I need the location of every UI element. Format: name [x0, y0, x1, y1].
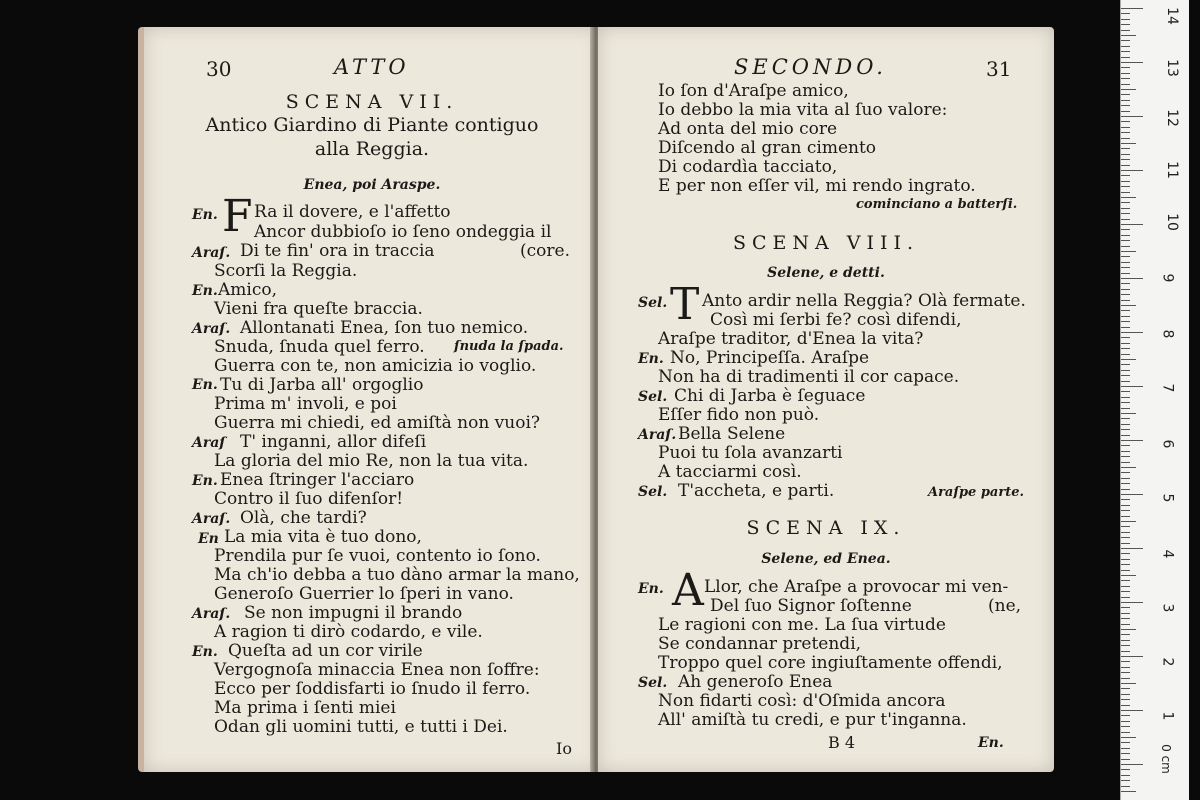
ruler-number: 12	[1163, 109, 1180, 127]
ruler-tick	[1121, 202, 1130, 203]
verse-line: E per non eſſer vil, mi rendo ingrato.	[658, 176, 976, 196]
verse-line: Troppo quel core ingiuſtamente offendi,	[658, 653, 1003, 673]
ruler-tick	[1121, 19, 1130, 20]
ruler-tick	[1121, 472, 1130, 473]
ruler-tick	[1121, 229, 1130, 230]
ruler-tick	[1121, 208, 1130, 209]
verse-line: Di te fin' ora in traccia	[240, 241, 435, 261]
ruler-tick	[1121, 321, 1130, 322]
verse-line: Ah generoſo Enea	[678, 672, 833, 692]
ruler-tick	[1121, 769, 1130, 770]
verse-line: Del ſuo Signor ſoſtenne	[710, 596, 912, 616]
speaker-label: Araſ	[192, 435, 226, 451]
ruler-tick	[1121, 537, 1130, 538]
ruler-tick	[1121, 710, 1143, 711]
ruler-tick	[1121, 607, 1130, 608]
speaker-label: En.	[192, 473, 218, 489]
verse-line: Diſcendo al gran cimento	[658, 138, 877, 158]
speaker-label: Sel.	[638, 389, 668, 405]
verse-line: La gloria del mio Re, non la tua vita.	[214, 451, 529, 471]
scene-characters: Selene, e detti.	[767, 265, 885, 281]
ruler-tick	[1121, 170, 1143, 171]
speaker-label: Araſ.	[192, 606, 231, 622]
ruler-tick	[1121, 251, 1136, 252]
ruler-tick	[1121, 688, 1130, 689]
ruler-tick	[1121, 332, 1143, 333]
ruler-tick	[1121, 564, 1130, 565]
ruler-tick	[1121, 294, 1130, 295]
ruler-tick	[1121, 418, 1130, 419]
speaker-label: En.	[638, 581, 664, 597]
ruler-tick	[1121, 559, 1130, 560]
ruler-tick	[1121, 456, 1130, 457]
ruler-number: 13	[1163, 59, 1180, 77]
ruler-tick	[1121, 408, 1130, 409]
drop-cap: A	[672, 565, 704, 616]
ruler-tick	[1121, 337, 1130, 338]
catchword: Io	[556, 739, 572, 758]
ruler-number: 5	[1159, 493, 1176, 503]
stage-direction: cominciano a batterſi.	[856, 197, 1018, 212]
ruler-tick	[1121, 267, 1130, 268]
ruler-number: 1	[1159, 711, 1176, 721]
ruler-tick	[1121, 451, 1130, 452]
ruler-tick	[1121, 629, 1136, 630]
verse-line: Queſta ad un cor virile	[228, 641, 423, 661]
ruler-tick	[1121, 732, 1130, 733]
ruler-tick	[1121, 753, 1130, 754]
ruler-tick	[1121, 645, 1130, 646]
speaker-label: Sel.	[638, 295, 668, 311]
verse-line: Ra il dovere, e l'affetto	[254, 202, 451, 222]
running-header: SECONDO.	[734, 55, 887, 79]
ruler-tick	[1121, 186, 1130, 187]
ruler-tick	[1121, 532, 1130, 533]
ruler-tick	[1121, 694, 1130, 695]
ruler-tick	[1121, 715, 1130, 716]
scene-title: SCENA IX.	[746, 517, 906, 539]
speaker-label: Sel.	[638, 675, 668, 691]
catchword: En.	[978, 735, 1004, 751]
ruler-tick	[1121, 397, 1130, 398]
ruler-tick	[1121, 759, 1130, 760]
verse-line: Tu di Jarba all' orgoglio	[220, 375, 424, 395]
ruler-tick	[1121, 359, 1136, 360]
scene-characters: Selene, ed Enea.	[761, 551, 891, 567]
verse-line: Non ha di tradimenti il cor capace.	[658, 367, 960, 387]
right-page	[598, 27, 1054, 772]
ruler-tick	[1121, 240, 1130, 241]
verse-line: (ne,	[988, 596, 1022, 616]
ruler-tick	[1121, 429, 1130, 430]
verse-line: Vieni fra queſte braccia.	[214, 299, 423, 319]
ruler-tick	[1121, 121, 1130, 122]
ruler-tick	[1121, 634, 1130, 635]
ruler-tick	[1121, 548, 1143, 549]
ruler-unit-label: 0 cm	[1158, 744, 1173, 774]
verse-line: Odan gli uomini tutti, e tutti i Dei.	[214, 717, 508, 737]
ruler-tick	[1121, 343, 1130, 344]
ruler-tick	[1121, 570, 1130, 571]
left-page	[138, 27, 600, 772]
ruler-tick	[1121, 375, 1130, 376]
ruler-tick	[1121, 235, 1130, 236]
ruler-tick	[1121, 78, 1130, 79]
verse-line: (core.	[520, 241, 570, 261]
ruler-tick	[1121, 597, 1130, 598]
speaker-label: Araſ.	[192, 245, 231, 261]
verse-line: Io ſon d'Araſpe amico,	[658, 81, 849, 101]
speaker-label: En.	[192, 377, 218, 393]
ruler-tick	[1121, 316, 1130, 317]
ruler-tick	[1121, 786, 1130, 787]
ruler-tick	[1121, 283, 1130, 284]
verse-line: Ad onta del mio core	[658, 119, 838, 139]
ruler-tick	[1121, 154, 1130, 155]
speaker-label: En	[198, 531, 219, 547]
page-number: 30	[206, 57, 232, 81]
verse-line: Scorſi la Reggia.	[214, 261, 358, 281]
verse-line: No, Principeſſa. Araſpe	[670, 348, 870, 368]
scene-characters: Enea, poi Araspe.	[303, 177, 441, 193]
ruler-tick	[1121, 105, 1130, 106]
ruler-tick	[1121, 148, 1130, 149]
verse-line: Guerra mi chiedi, ed amiſtà non vuoi?	[214, 413, 541, 433]
verse-line: Vergognoſa minaccia Enea non ſoffre:	[214, 660, 540, 680]
ruler-tick	[1121, 273, 1130, 274]
ruler-tick	[1121, 742, 1130, 743]
ruler-tick	[1121, 499, 1130, 500]
ruler-tick	[1121, 73, 1130, 74]
ruler-tick	[1121, 586, 1130, 587]
ruler-number: 7	[1159, 383, 1176, 393]
verse-line: Puoi tu ſola avanzarti	[658, 443, 843, 463]
verse-line: Se condannar pretendi,	[658, 634, 862, 654]
verse-line: Chi di Jarba è ſeguace	[674, 386, 866, 406]
stage-direction: Araſpe parte.	[928, 485, 1025, 500]
verse-line: Amico,	[218, 280, 277, 300]
page-number: 31	[986, 57, 1012, 81]
verse-line: Le ragioni con me. La ſua virtude	[658, 615, 946, 635]
ruler-tick	[1121, 445, 1130, 446]
ruler-tick	[1121, 726, 1130, 727]
ruler-tick	[1121, 175, 1130, 176]
verse-line: Llor, che Araſpe a provocar mi ven-	[704, 577, 1009, 597]
verse-line: All' amiſtà tu credi, e pur t'inganna.	[658, 710, 967, 730]
ruler-tick	[1121, 364, 1130, 365]
ruler-tick	[1121, 613, 1130, 614]
ruler-tick	[1121, 310, 1130, 311]
ruler-tick	[1121, 192, 1130, 193]
speaker-label: En.	[192, 283, 218, 299]
ruler-tick	[1121, 672, 1130, 673]
ruler-tick	[1121, 667, 1130, 668]
ruler-number: 14	[1163, 7, 1180, 25]
ruler-tick	[1121, 661, 1130, 662]
verse-line: Araſpe traditor, d'Enea la vita?	[658, 329, 924, 349]
verse-line: Contro il ſuo difenſor!	[214, 489, 404, 509]
speaker-label: En.	[192, 644, 218, 660]
ruler-tick	[1121, 640, 1130, 641]
verse-line: Ma ch'io debba a tuo dàno armar la mano,	[214, 565, 580, 585]
ruler-tick	[1121, 224, 1143, 225]
ruler-tick	[1121, 580, 1130, 581]
verse-line: Bella Selene	[678, 424, 786, 444]
verse-line: T'accheta, e parti.	[678, 481, 835, 501]
ruler-tick	[1121, 678, 1130, 679]
ruler-tick	[1121, 526, 1130, 527]
scene-title: SCENA VIII.	[732, 232, 920, 254]
ruler-tick	[1121, 8, 1143, 9]
ruler-tick	[1121, 94, 1130, 95]
ruler-tick	[1121, 510, 1130, 511]
ruler-tick	[1121, 553, 1130, 554]
ruler-tick	[1121, 780, 1130, 781]
ruler-tick	[1121, 602, 1143, 603]
ruler-tick	[1121, 575, 1136, 576]
verse-line: Allontanati Enea, ſon tuo nemico.	[240, 318, 529, 338]
signature-mark: B 4	[828, 733, 856, 752]
ruler-tick	[1121, 748, 1130, 749]
ruler-tick	[1121, 116, 1143, 117]
ruler-tick	[1121, 213, 1130, 214]
ruler-number: 9	[1159, 273, 1176, 283]
ruler-tick	[1121, 494, 1143, 495]
ruler-tick	[1121, 289, 1130, 290]
ruler-tick	[1121, 440, 1143, 441]
ruler-tick	[1121, 24, 1130, 25]
ruler-tick	[1121, 462, 1130, 463]
ruler-tick	[1121, 699, 1130, 700]
running-header: ATTO	[334, 55, 410, 79]
open-book	[138, 27, 1054, 772]
ruler-tick	[1121, 165, 1130, 166]
ruler-tick	[1121, 57, 1130, 58]
ruler-tick	[1121, 516, 1130, 517]
ruler-tick	[1121, 67, 1130, 68]
ruler-tick	[1121, 30, 1130, 31]
verse-line: Prima m' involi, e poi	[214, 394, 397, 414]
verse-line: Eſſer fido non può.	[658, 405, 820, 425]
verse-line: Non fidarti così: d'Oſmida ancora	[658, 691, 946, 711]
ruler-tick	[1121, 219, 1130, 220]
ruler-tick	[1121, 256, 1130, 257]
ruler-number: 8	[1159, 329, 1176, 339]
ruler-tick	[1121, 618, 1130, 619]
ruler-tick	[1121, 132, 1130, 133]
drop-cap: T	[670, 279, 700, 330]
scene-title: SCENA VII.	[285, 91, 459, 113]
ruler-tick	[1121, 737, 1136, 738]
speaker-label: Araſ.	[638, 427, 677, 443]
ruler-tick	[1121, 138, 1130, 139]
ruler-tick	[1121, 402, 1130, 403]
ruler-tick	[1121, 13, 1130, 14]
ruler-number: 4	[1159, 549, 1176, 559]
ruler-tick	[1121, 62, 1143, 63]
ruler-tick	[1121, 305, 1136, 306]
verse-line: Così mi ſerbi fe? così difendi,	[710, 310, 962, 330]
ruler-tick	[1121, 489, 1130, 490]
verse-line: Anto ardir nella Reggia? Olà fermate.	[702, 291, 1026, 311]
ruler-tick	[1121, 683, 1136, 684]
ruler-tick	[1121, 478, 1130, 479]
stage-direction: ſnuda la ſpada.	[454, 339, 564, 354]
measurement-ruler	[1120, 0, 1189, 800]
ruler-tick	[1121, 386, 1143, 387]
ruler-tick	[1121, 483, 1130, 484]
verse-line: Ancor dubbioſo io ſeno ondeggia il	[254, 222, 552, 242]
verse-line: Ecco per ſoddisfarti io ſnudo il ferro.	[214, 679, 531, 699]
ruler-tick	[1121, 278, 1143, 279]
ruler-tick	[1121, 435, 1130, 436]
ruler-tick	[1121, 89, 1136, 90]
ruler-tick	[1121, 656, 1143, 657]
ruler-tick	[1121, 300, 1130, 301]
ruler-tick	[1121, 424, 1130, 425]
ruler-tick	[1121, 246, 1130, 247]
speaker-label: Sel.	[638, 484, 668, 500]
ruler-tick	[1121, 354, 1130, 355]
verse-line: Prendila pur ſe vuoi, contento io ſono.	[214, 546, 541, 566]
verse-line: Enea ſtringer l'acciaro	[220, 470, 415, 490]
drop-cap: F	[222, 191, 253, 242]
ruler-tick	[1121, 543, 1130, 544]
ruler-number: 11	[1163, 161, 1180, 179]
verse-line: Snuda, ſnuda quel ferro.	[214, 337, 425, 357]
verse-line: Di codardìa tacciato,	[658, 157, 838, 177]
verse-line: A ragion ti dirò codardo, e vile.	[214, 622, 483, 642]
ruler-tick	[1121, 721, 1130, 722]
verse-line: La mia vita è tuo dono,	[224, 527, 422, 547]
verse-line: T' inganni, allor difeſi	[240, 432, 427, 452]
verse-line: A tacciarmi così.	[658, 462, 802, 482]
ruler-tick	[1121, 35, 1136, 36]
ruler-tick	[1121, 100, 1130, 101]
ruler-tick	[1121, 775, 1130, 776]
ruler-tick	[1121, 181, 1130, 182]
ruler-tick	[1121, 413, 1136, 414]
verse-line: Se non impugni il brando	[244, 603, 463, 623]
ruler-tick	[1121, 84, 1130, 85]
verse-line: Guerra con te, non amicizia io voglio.	[214, 356, 537, 376]
ruler-tick	[1121, 391, 1130, 392]
ruler-tick	[1121, 521, 1136, 522]
speaker-label: En.	[638, 351, 664, 367]
verse-line: Io debbo la mia vita al ſuo valore:	[658, 100, 948, 120]
speaker-label: En.	[192, 207, 218, 223]
ruler-tick	[1121, 505, 1130, 506]
ruler-tick	[1121, 143, 1136, 144]
ruler-tick	[1121, 327, 1130, 328]
verse-line: Olà, che tardi?	[240, 508, 367, 528]
verse-line: Generoſo Guerrier lo ſperi in vano.	[214, 584, 514, 604]
ruler-tick	[1121, 127, 1130, 128]
ruler-number: 10	[1163, 213, 1180, 231]
ruler-tick	[1121, 51, 1130, 52]
ruler-tick	[1121, 381, 1130, 382]
speaker-label: Araſ.	[192, 321, 231, 337]
ruler-tick	[1121, 591, 1130, 592]
ruler-tick	[1121, 40, 1130, 41]
ruler-tick	[1121, 348, 1130, 349]
scene-setting-line1: Antico Giardino di Piante contiguo	[205, 114, 539, 136]
ruler-tick	[1121, 159, 1130, 160]
scene-setting-line2: alla Reggia.	[314, 138, 430, 160]
ruler-tick	[1121, 197, 1136, 198]
ruler-number: 3	[1159, 603, 1176, 613]
speaker-label: Araſ.	[192, 511, 231, 527]
ruler-tick	[1121, 262, 1130, 263]
ruler-tick	[1121, 624, 1130, 625]
ruler-tick	[1121, 651, 1130, 652]
verse-line: Ma prima i ſenti miei	[214, 698, 396, 718]
ruler-tick	[1121, 467, 1136, 468]
ruler-tick	[1121, 791, 1136, 792]
ruler-tick	[1121, 705, 1130, 706]
ruler-number: 6	[1159, 439, 1176, 449]
ruler-number: 2	[1159, 657, 1176, 667]
ruler-tick	[1121, 370, 1130, 371]
ruler-tick	[1121, 111, 1130, 112]
ruler-tick	[1121, 764, 1143, 765]
ruler-tick	[1121, 46, 1130, 47]
